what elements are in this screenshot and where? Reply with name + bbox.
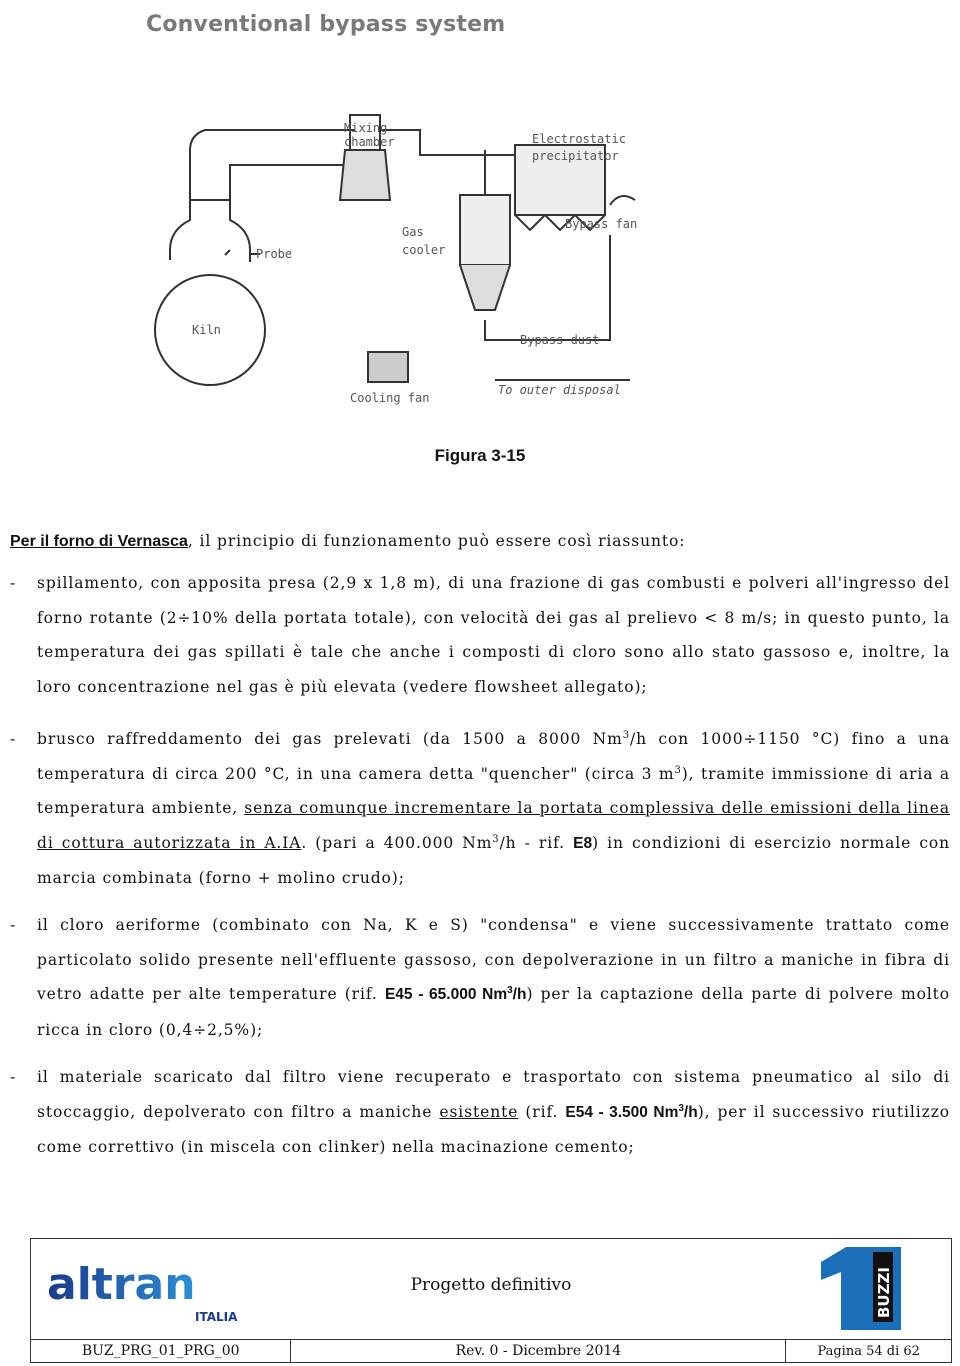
label-cooling-fan: Cooling fan	[350, 391, 430, 405]
footer-info-bar	[30, 1339, 952, 1363]
superscript: 3	[507, 984, 513, 996]
text-run: ) in condizioni di esercizio normale con marcia combinata (forno + molino crudo);	[37, 833, 951, 887]
altran-subtitle: ITALIA	[195, 1310, 238, 1324]
underlined-text: senza comunque incrementare la portata complessiva delle emissioni della linea di cottura autorizzata in A.IA	[37, 799, 950, 852]
footer-page-number: Pagina 54 di 62	[817, 1343, 920, 1359]
superscript: 3	[674, 764, 682, 776]
item-text: spillamento, con apposita presa (2,9 x 1,8 m), di una frazione di gas combusti e polveri all'ingresso del forno rotante (2÷10% della portata totale), con velocità dei gas al prelievo < 8 m/s; in questo punto, la temperatura dei gas spillati è tale che anche i composti di cloro sono allo stato gassoso e, inoltre, la loro concentrazione nel gas è più elevata (vedere flowsheet allegato);	[37, 574, 950, 696]
ref-code: E54 - 3.500 Nm	[565, 1103, 679, 1121]
label-outer-disposal: To outer disposal	[498, 383, 621, 397]
diagram-title: Conventional bypass system	[146, 12, 506, 37]
footer-revision: Rev. 0 - Dicembre 2014	[291, 1340, 786, 1362]
text-run: il materiale scaricato dal filtro viene recuperato e trasportato con sistema pneumatico al silo di stoccaggio, depolverato con filtro a maniche	[37, 1068, 950, 1121]
text-run: brusco raffreddamento dei gas prelevati (da 1500 a 8000 Nm	[37, 730, 623, 748]
superscript: 3	[492, 833, 500, 845]
text-run: il cloro aeriforme (combinato con Na, K e S) "condensa" e viene successivamente trattato come particolato solido presente nell'effluente gassoso, con depolverazione in un filtro a maniche in fibra di vetro adatte per alte temperature (rif.	[37, 916, 950, 1003]
label-gas: Gas	[402, 225, 424, 239]
label-cooler: cooler	[402, 243, 446, 257]
cooling-fan-shape	[368, 352, 408, 382]
footer-box	[30, 1238, 952, 1340]
bypass-system-diagram	[130, 0, 638, 420]
bullet-dash: -	[10, 730, 17, 748]
superscript: 3	[678, 1102, 684, 1114]
text-run: /h con 1000÷1150 °C) fino a una temperatura di circa 200 °C, in una camera detta "quencher" (circa 3 m	[37, 730, 951, 783]
altran-wordmark: altran	[47, 1259, 196, 1310]
ref-code: /h	[683, 1103, 698, 1121]
buzzi-wordmark: BUZZI	[875, 1267, 893, 1318]
ref-code: /h	[512, 986, 527, 1003]
ref-code: E45 - 65.000 Nm	[384, 986, 508, 1003]
label-bypass-fan: Bypass fan	[565, 217, 638, 231]
intro-lead: Per il forno di Vernasca	[10, 533, 188, 550]
intro-rest: , il principio di funzionamento può essere così riassunto:	[187, 532, 686, 550]
label-kiln: Kiln	[192, 323, 221, 337]
bullet-dash: -	[10, 916, 17, 934]
text-run: ), tramite immissione di aria a temperatura ambiente,	[37, 764, 950, 817]
footer-doc-code: BUZ_PRG_01_PRG_00	[31, 1340, 291, 1362]
ref-code: E8	[573, 834, 593, 852]
label-precipitator: precipitator	[532, 149, 619, 163]
text-run: (rif.	[525, 1102, 559, 1121]
label-mixing: Mixing	[344, 121, 388, 135]
gas-cooler-shape	[460, 195, 510, 265]
figure-caption: Figura 3-15	[434, 446, 526, 465]
intro-paragraph	[10, 532, 950, 551]
underlined-text: esistente	[439, 1102, 519, 1121]
text-run: ), per il successivo riutilizzo come correttivo (in miscela con clinker) nella macinazione cemento;	[37, 1102, 950, 1156]
buzzi-logo	[811, 1242, 911, 1337]
text-run: . (pari a 400.000 Nm	[301, 833, 493, 852]
footer-project-title: Progetto definitivo	[410, 1275, 572, 1295]
label-bypass-dust: Bypass dust	[520, 333, 600, 347]
bullet-dash: -	[10, 1068, 17, 1086]
text-run: /h - rif.	[499, 833, 565, 852]
item-text	[37, 722, 950, 896]
text-run: ) per la captazione della parte di polvere molto ricca in cloro (0,4÷2,5%);	[37, 985, 951, 1039]
bullet-dash: -	[10, 574, 17, 592]
label-probe: Probe	[256, 247, 293, 261]
item-text	[37, 908, 950, 1047]
label-electrostatic: Electrostatic	[532, 132, 626, 146]
superscript: 3	[622, 729, 630, 741]
label-chamber: chamber	[344, 135, 395, 149]
item-text	[37, 1060, 950, 1165]
